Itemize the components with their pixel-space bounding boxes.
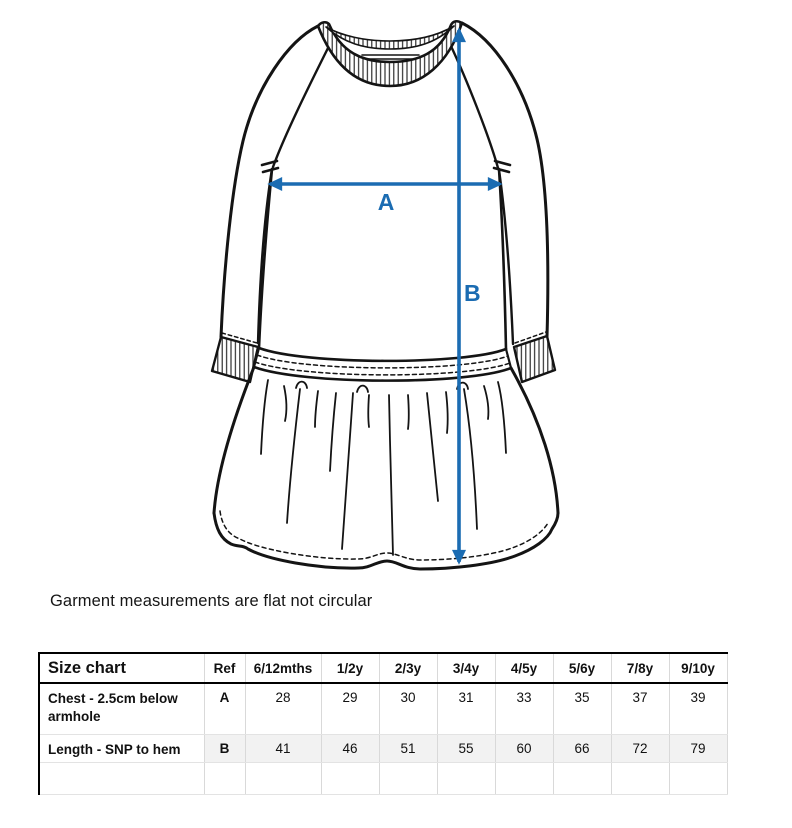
value-cell: 37 <box>611 683 669 735</box>
empty-cell <box>379 763 437 795</box>
table-row <box>39 735 727 763</box>
size-chart-header-row <box>39 653 727 683</box>
measurement-label-b: B <box>464 280 481 306</box>
ref-cell: A <box>204 683 245 735</box>
gather-lines <box>261 380 506 555</box>
hip-band <box>254 348 511 381</box>
empty-cell <box>553 763 611 795</box>
empty-cell <box>321 763 379 795</box>
row-label: Length - SNP to hem <box>39 735 204 763</box>
value-cell: 72 <box>611 735 669 763</box>
column-header: 5/6y <box>553 653 611 683</box>
measurement-note: Garment measurements are flat not circular <box>50 592 373 610</box>
ref-cell: B <box>204 735 245 763</box>
empty-row <box>39 763 727 795</box>
value-cell: 35 <box>553 683 611 735</box>
size-chart-table <box>38 652 728 795</box>
empty-cell <box>669 763 727 795</box>
measurement-arrows <box>270 30 500 562</box>
column-header: 7/8y <box>611 653 669 683</box>
value-cell: 66 <box>553 735 611 763</box>
value-cell: 30 <box>379 683 437 735</box>
size-chart-title: Size chart <box>39 653 204 683</box>
column-header: 1/2y <box>321 653 379 683</box>
column-header: 9/10y <box>669 653 727 683</box>
column-header: 3/4y <box>437 653 495 683</box>
table-row <box>39 683 727 735</box>
column-header: 6/12mths <box>245 653 321 683</box>
empty-cell <box>39 763 204 795</box>
value-cell: 51 <box>379 735 437 763</box>
column-header: 2/3y <box>379 653 437 683</box>
value-cell: 39 <box>669 683 727 735</box>
value-cell: 33 <box>495 683 553 735</box>
empty-cell <box>611 763 669 795</box>
empty-cell <box>204 763 245 795</box>
left-sleeve <box>212 26 329 382</box>
column-header: 4/5y <box>495 653 553 683</box>
notch-marks <box>262 161 510 172</box>
value-cell: 60 <box>495 735 553 763</box>
value-cell: 46 <box>321 735 379 763</box>
right-cuff <box>514 336 555 382</box>
right-sleeve <box>450 23 555 382</box>
value-cell: 55 <box>437 735 495 763</box>
measurement-label-a: A <box>377 189 395 215</box>
value-cell: 29 <box>321 683 379 735</box>
size-chart-body <box>39 683 727 795</box>
value-cell: 41 <box>245 735 321 763</box>
row-label: Chest - 2.5cm below armhole <box>39 683 204 735</box>
neckband <box>318 21 462 86</box>
empty-cell <box>437 763 495 795</box>
value-cell: 79 <box>669 735 727 763</box>
skirt <box>214 367 558 569</box>
empty-cell <box>495 763 553 795</box>
empty-cell <box>245 763 321 795</box>
column-header: Ref <box>204 653 245 683</box>
value-cell: 31 <box>437 683 495 735</box>
value-cell: 28 <box>245 683 321 735</box>
